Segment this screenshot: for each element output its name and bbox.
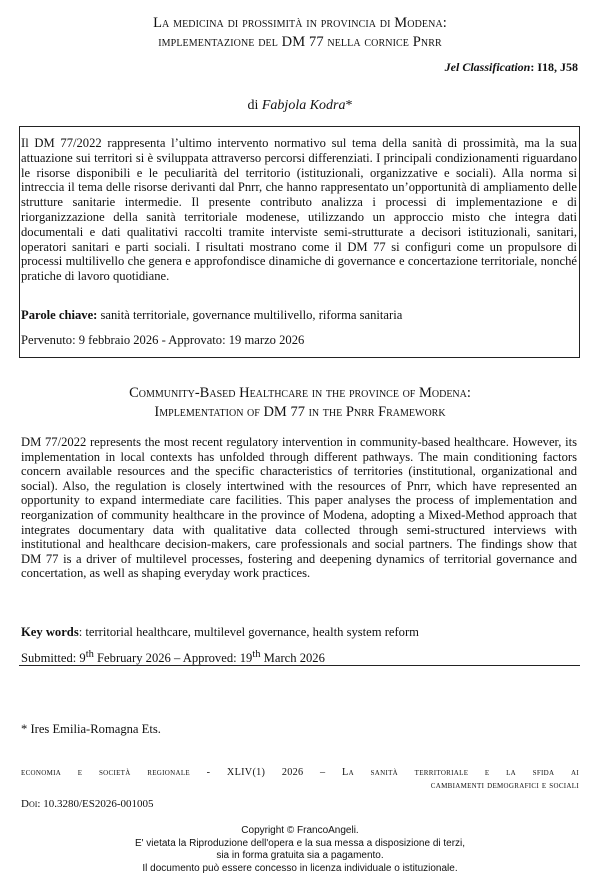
doi-label: Doi xyxy=(21,798,38,810)
italian-title-line-1: La medicina di prossimità in provincia di Modena: xyxy=(153,15,447,31)
english-dates xyxy=(21,649,577,666)
approved-rest: March 2026 xyxy=(260,651,325,666)
italian-keywords-list: sanità territoriale, governance multilivello, riforma sanitaria xyxy=(97,308,403,322)
journal-citation-line-2: cambiamenti demografici e sociali xyxy=(430,780,579,791)
english-title xyxy=(20,384,580,422)
submitted-label: Submitted: 9 xyxy=(21,651,86,666)
english-keywords-label: Key words xyxy=(21,625,79,639)
english-abstract: DM 77/2022 represents the most recent regulatory intervention in community-based healthcare. However, its implementation in local contexts has unfolded through different pathways. The main conditioning factors concern available resources and the specific characteristics of territories (institutional, organizational and social). Also, the regulation is closely intertwined with the resources of Pnrr, which have represented an opportunity to expand intermediate care facilities. This paper analyses the process of implementation and reorganization of community healthcare in the province of Modena, adopting a Mixed-Method approach that integrates documentary data with qualitative data collected through semi-structured interviews with institutional and healthcare decision-makers, care professionals and social partners. The findings show that DM 77 is a driver of multilevel processes, fostering and deepening dynamics of territorial governance and concertation, as well as shaping everyday work practices. xyxy=(21,435,577,581)
english-title-line-2: Implementation of DM 77 in the Pnrr Framework xyxy=(154,404,446,420)
jel-label: Jel Classification xyxy=(444,60,531,74)
jel-classification xyxy=(445,60,578,75)
italian-keywords-label: Parole chiave: xyxy=(21,308,98,322)
copyright-line-4: Il documento può essere concesso in licenza individuale o istituzionale. xyxy=(142,862,458,874)
submitted-rest: February 2026 – Approved: 19 xyxy=(93,651,253,666)
byline-prefix: di xyxy=(247,98,262,113)
doi-value: : 10.3280/ES2026-001005 xyxy=(37,798,154,810)
italian-dates: Pervenuto: 9 febbraio 2026 - Approvato: 19 marzo 2026 xyxy=(21,333,305,347)
copyright-line-3: sia in forma gratuita sia a pagamento. xyxy=(216,850,384,861)
submitted-ordinal: th xyxy=(85,649,94,660)
copyright-line-1: Copyright © FrancoAngeli. xyxy=(241,825,359,836)
english-keywords xyxy=(21,625,577,640)
italian-title-line-2: implementazione del DM 77 nella cornice Pnrr xyxy=(158,34,442,50)
copyright-line-2: E' vietata la Riproduzione dell'opera e la sua messa a disposizione di terzi, xyxy=(134,837,466,849)
journal-citation-line-1: economia e società regionale - XLIV(1) 2026 – La sanità territoriale e la sfida ai xyxy=(21,767,579,778)
english-title-line-1: Community-Based Healthcare in the province of Modena: xyxy=(129,385,471,401)
italian-keywords xyxy=(21,308,577,323)
journal-citation xyxy=(21,766,579,792)
copyright-notice xyxy=(0,825,600,875)
author-footnote-mark: * xyxy=(345,98,353,113)
english-keywords-list: : territorial healthcare, multilevel governance, health system reform xyxy=(78,625,419,639)
italian-title xyxy=(20,14,580,52)
jel-codes: : I18, J58 xyxy=(530,60,578,74)
doi xyxy=(21,798,154,810)
author-affiliation-footnote: * Ires Emilia-Romagna Ets. xyxy=(21,722,161,736)
approved-ordinal: th xyxy=(252,649,261,660)
italian-abstract: Il DM 77/2022 rappresenta l’ultimo intervento normativo sul tema della sanità di prossimità, ma la sua attuazione sui territori si è sviluppata attraverso percorsi differenziati. I principali condizionamenti riguardano le risorse disponibili e le peculiarità del territorio (istituzionali, organizzative e sociali). Alla norma si intreccia il tema delle risorse derivanti dal Pnrr, che hanno rappresentato un’opportunità di ampliamento delle strutture sanitarie intermedie. Il presente contributo analizza i processi di implementazione e di riorganizzazione della sanità territoriale modenese, utilizzando un approccio misto che integra dati documentali e dati qualitativi raccolti tramite interviste semi-strutturate a decisori istituzionali, sanitari, operatori sanitari e parti sociali. I risultati mostrano come il DM 77 si configuri come un propulsore di processi multilivello che genera e approfondisce dinamiche di governance e concertazione territoriale, nonché pratiche di lavoro quotidiane. xyxy=(21,136,577,284)
author-name: Fabjola Kodra xyxy=(261,98,346,113)
author-byline xyxy=(0,98,600,114)
abstract-bottom-rule xyxy=(19,665,580,666)
